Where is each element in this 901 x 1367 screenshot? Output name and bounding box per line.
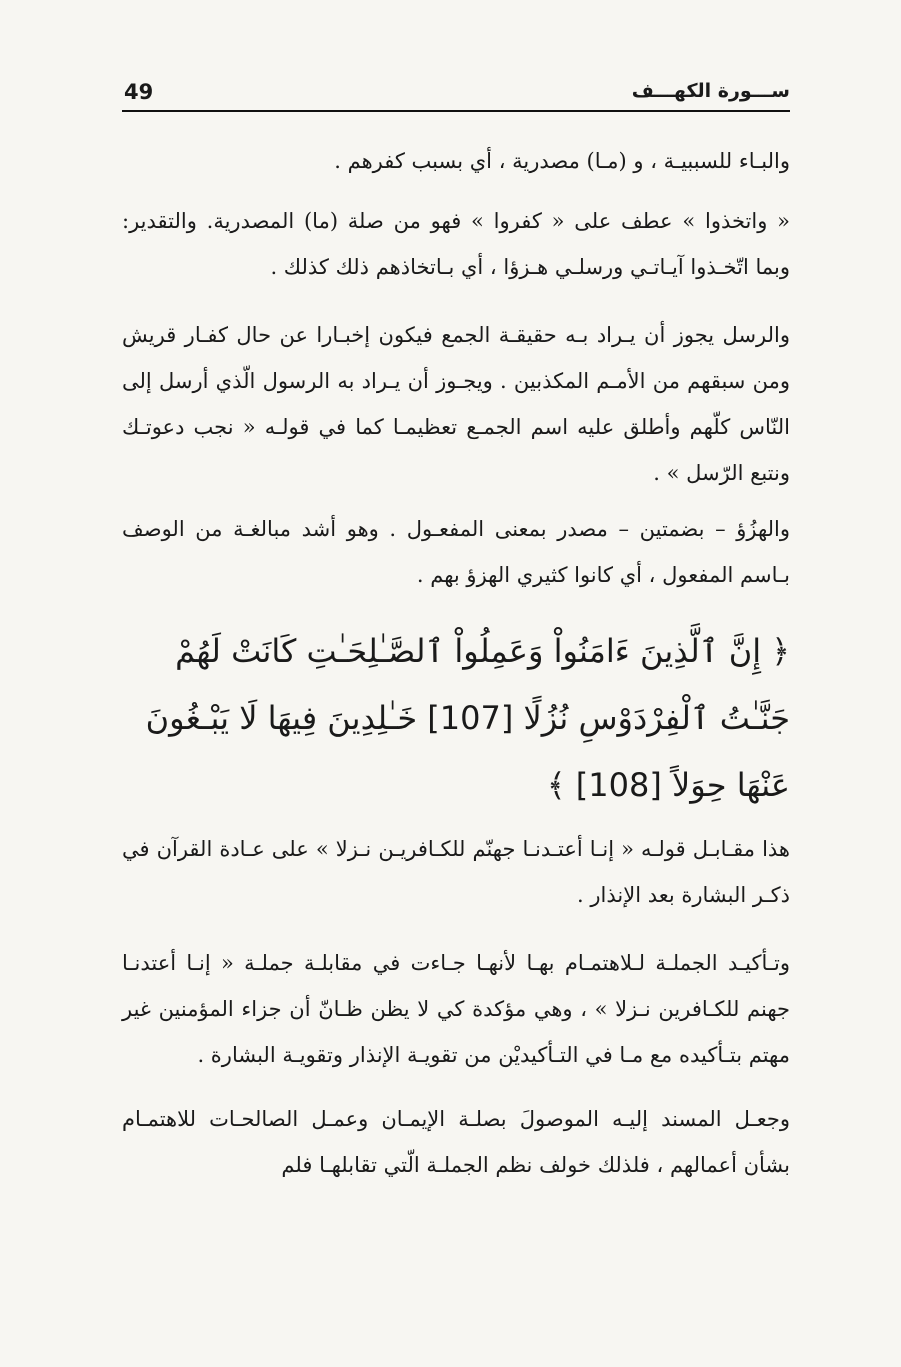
- paragraph: وتـأكيـد الجملـة لـلاهتمـام بهـا لأنهـا جـاءت في مقابلـة جملـة « إنـا أعتدنـا جهنم للكـافرين نـزلا » ، وهي مؤكدة كي لا يظن ظـانّ أن جزاء المؤمنين غير مهتم بتـأكيده مع مـا في التـأكيديْن من تقويـة الإنذار وتقويـة البشارة .: [122, 951, 790, 1067]
- commentary-block-bottom: [122, 826, 790, 1188]
- surah-title: ســـورة الكهـــف: [631, 80, 790, 102]
- paragraph: وجعـل المسند إليـه الموصولَ بصلـة الإيمـان وعمـل الصالحـات للاهتمـام بشأن أعمالهم ، فلذلك خولف نظم الجملـة الّتي تقابلهـا فلم: [122, 1107, 790, 1177]
- verse-line: عَنْهَا حِوَلاً [108] ﴾: [546, 766, 790, 804]
- page-header: [122, 80, 790, 112]
- paragraph: والهزُؤ – بضمتين – مصدر بمعنى المفعـول . وهو أشد مبالغـة من الوصف بـاسم المفعول ، أي كانوا كثيري الهزؤ بهم .: [122, 517, 790, 587]
- verse-line: ﴿ إِنَّ ٱلَّذِينَ ءَامَنُواْ وَعَمِلُواْ ٱلصَّـٰلِحَـٰتِ كَانَتْ لَهُمْ: [175, 632, 790, 670]
- commentary-block-top: [122, 138, 790, 598]
- quran-verse: [122, 618, 790, 819]
- page-number: 49: [124, 80, 154, 104]
- paragraph: والرسل يجوز أن يـراد بـه حقيقـة الجمع فيكون إخبـارا عن حال كفـار قريش ومن سبقهم من الأمـم المكذبين . ويجـوز أن يـراد به الرسول الّذي أرسل إلى النّاس كلّهم وأطلق عليه اسم الجمـع تعظيمـا كما في قولـه « نجب دعوتـك ونتبع الرّسل » .: [122, 323, 790, 485]
- paragraph: والبـاء للسببيـة ، و (مـا) مصدرية ، أي بسبب كفرهم .: [334, 149, 790, 173]
- verse-line: جَنَّـٰتُ ٱلْفِرْدَوْسِ نُزُلًا [107] خَـٰلِدِينَ فِيهَا لَا يَبْـغُونَ: [145, 699, 790, 737]
- paragraph: هذا مقـابـل قولـه « إنـا أعتـدنـا جهنّم للكـافريـن نـزلا » على عـادة القرآن في ذكـر البشارة بعد الإنذار .: [122, 837, 790, 907]
- paragraph: « واتخذوا » عطف على « كفروا » فهو من صلة (ما) المصدرية. والتقدير: وبما اتّخـذوا آيـاتـي ورسلـي هـزؤا ، أي بـاتخاذهم ذلك كذلك .: [122, 209, 790, 279]
